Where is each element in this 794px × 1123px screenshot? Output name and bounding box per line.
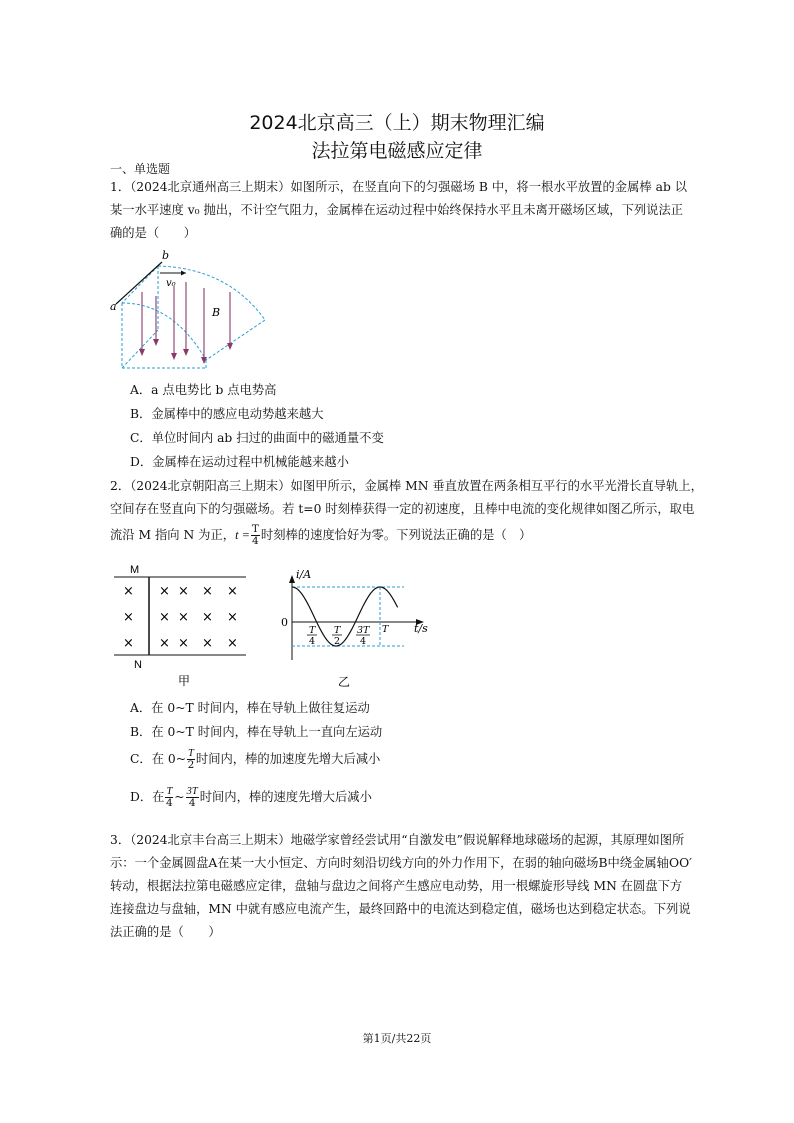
q2-option-c: C．在 0~ $\frac{T}{2}$ 时间内，棒的加速度先增大后减小 xyxy=(130,748,381,771)
cross: × xyxy=(227,584,238,599)
cross: × xyxy=(202,584,213,599)
cross: × xyxy=(227,610,238,625)
q2-option-a: A．在 0~T 时间内，棒在导轨上做往复运动 xyxy=(130,701,370,715)
q1-label-b: b xyxy=(162,249,170,262)
q2-line3-part2: 时刻棒的速度恰好为零。下列说法正确的是（ ） xyxy=(260,528,532,542)
q1-label-B: B xyxy=(212,306,221,319)
q1-label-v0: v₀ xyxy=(166,278,176,289)
q2-yi-origin: 0 xyxy=(281,616,288,629)
q1-line1: 1．（2024北京通州高三上期末）如图所示，在竖直向下的匀强磁场 B 中，将一根水平放置的金属棒 ab 以 xyxy=(110,180,688,194)
q2-label-M: M xyxy=(130,564,140,576)
q2-fraction-T-over-4: $\frac{T}{4}$ xyxy=(166,786,173,809)
page-footer: 第1页/共22页 xyxy=(362,1032,432,1045)
q1-field-lines xyxy=(142,282,230,360)
q2-line3 xyxy=(110,524,531,547)
cross: × xyxy=(159,584,170,599)
cross: × xyxy=(178,636,189,651)
cross: × xyxy=(123,584,134,599)
q1-option-d: D．金属棒在运动过程中机械能越来越小 xyxy=(130,455,349,469)
svg-text:T: T xyxy=(309,625,316,636)
cross: × xyxy=(227,636,238,651)
q2-figure-jia xyxy=(112,560,252,690)
q1-option-a: A．a 点电势比 b 点电势高 xyxy=(130,383,277,397)
q2-figure-yi xyxy=(276,562,436,692)
q2-line2: 空间存在竖直向下的匀强磁场。若 t=0 时刻棒获得一定的初速度，且棒中电流的变化规律如图乙所示，取电 xyxy=(110,502,695,516)
q2-option-d: D．在 $\frac{T}{4}$ ~ $\frac{3T}{4}$ 时间内，棒的速度先增大后减小 xyxy=(130,786,372,809)
q2-line1: 2．（2024北京朝阳高三上期末）如图甲所示，金属棒 MN 垂直放置在两条相互平行的水平光滑长直导轨上， xyxy=(110,479,703,493)
svg-text:T: T xyxy=(382,624,389,635)
q3-line2: 示：一个金属圆盘A在某一大小恒定、方向时刻沿切线方向的外力作用下，在弱的轴向磁场B中绕金属轴OO′ xyxy=(110,856,692,870)
q1-option-c: C．单位时间内 ab 扫过的曲面中的磁通量不变 xyxy=(130,431,384,445)
cross: × xyxy=(159,636,170,651)
q2-field-crosses xyxy=(123,584,238,651)
section-heading: 一、单选题 xyxy=(110,162,171,176)
svg-text:4: 4 xyxy=(309,636,316,647)
q3-line3: 转动，根据法拉第电磁感应定律，盘轴与盘边之间将产生感应电动势，用一根螺旋形导线 MN 在圆盘下方 xyxy=(110,879,683,893)
q3-line1: 3．（2024北京丰台高三上期末）地磁学家曾经尝试用“自激发电”假说解释地球磁场的起源，其原理如图所 xyxy=(110,833,685,847)
q2-line3-t: t = xyxy=(235,528,250,542)
q1-figure-boundary xyxy=(122,266,265,368)
svg-text:3T: 3T xyxy=(357,625,370,636)
q1-line2: 某一水平速度 v₀ 抛出，不计空气阻力，金属棒在运动过程中始终保持水平且未离开磁场区域，下列说法正 xyxy=(110,203,684,217)
q1-option-b: B．金属棒中的感应电动势越来越大 xyxy=(130,407,324,421)
q2-option-b: B．在 0~T 时间内，棒在导轨上一直向左运动 xyxy=(130,725,383,739)
q2-caption-jia: 甲 xyxy=(178,674,191,688)
q2-caption-yi: 乙 xyxy=(338,675,351,689)
svg-text:4: 4 xyxy=(360,636,367,647)
cross: × xyxy=(123,610,134,625)
cross: × xyxy=(159,610,170,625)
q2-fraction-T-over-2: $\frac{T}{2}$ xyxy=(187,748,195,771)
q3-line5: 法正确的是（ ） xyxy=(110,925,221,939)
q2-yi-current-curve xyxy=(292,587,398,646)
cross: × xyxy=(178,610,189,625)
doc-title-line2: 法拉第电磁感应定律 xyxy=(311,140,483,162)
q1-figure-magnetic-field xyxy=(108,248,273,374)
q2-label-N: N xyxy=(134,659,142,671)
q2-line3-part1: 流沿 M 指向 N 为正， xyxy=(110,528,236,542)
doc-title-line1: 2024北京高三（上）期末物理汇编 xyxy=(249,112,545,134)
cross: × xyxy=(178,584,189,599)
q2-yi-ylabel: i/A xyxy=(296,568,312,581)
q2-yi-xlabel: t/s xyxy=(414,622,428,635)
q2-fraction-3T-over-4: $\frac{3T}{4}$ xyxy=(186,786,198,809)
q1-label-a: a xyxy=(110,300,117,313)
svg-text:2: 2 xyxy=(334,636,341,647)
q3-line4: 连接盘边与盘轴，MN 中就有感应电流产生，最终回路中的电流达到稳定值，磁场也达到稳定状态。下列说 xyxy=(110,902,691,916)
cross: × xyxy=(202,636,213,651)
cross: × xyxy=(202,610,213,625)
q1-line3: 确的是（ ） xyxy=(110,226,197,240)
q2-fraction-T-over-4: $\frac{T}{4}$ xyxy=(251,523,259,547)
cross: × xyxy=(123,636,134,651)
q1-rod-ab xyxy=(116,262,162,304)
svg-text:T: T xyxy=(334,625,341,636)
